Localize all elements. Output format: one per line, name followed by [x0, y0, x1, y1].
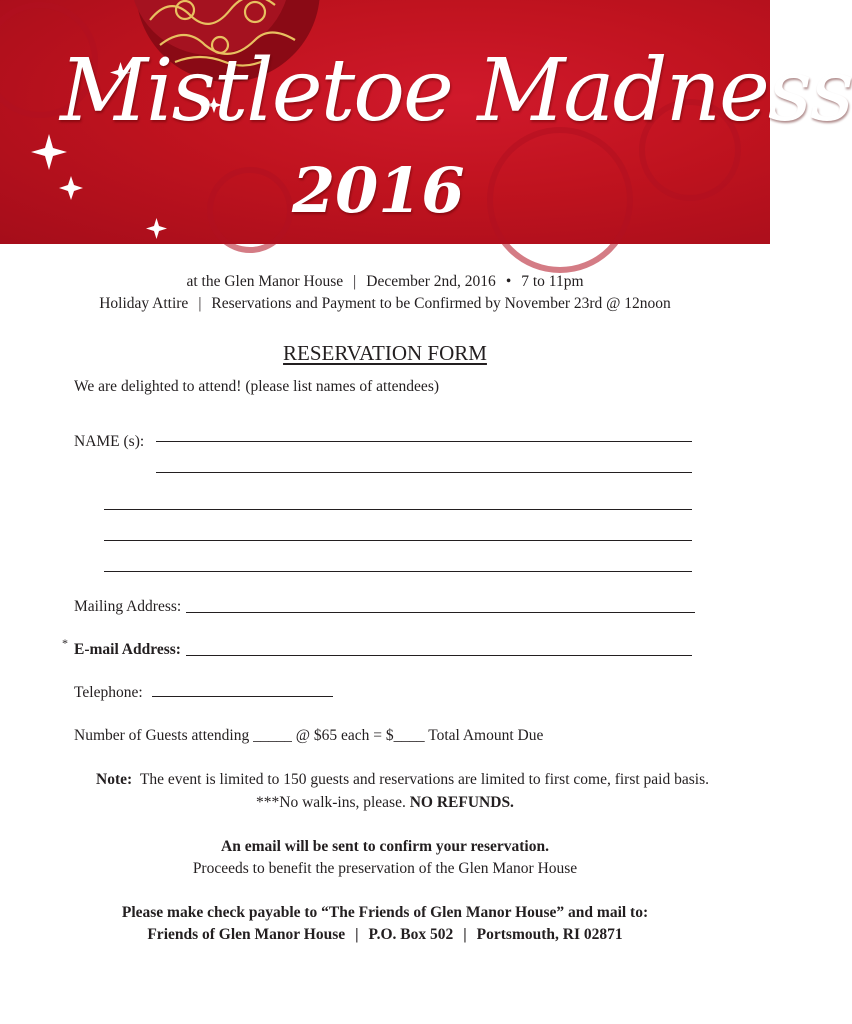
- email-field[interactable]: [186, 655, 692, 656]
- telephone-field[interactable]: [152, 696, 333, 697]
- reservation-deadline-text: Reservations and Payment to be Confirmed by November 23rd @ 12noon: [211, 295, 671, 312]
- name-field-3[interactable]: [104, 509, 692, 510]
- no-refunds-text: NO REFUNDS.: [409, 794, 514, 811]
- name-field-4[interactable]: [104, 540, 692, 541]
- attire-line: [0, 295, 770, 313]
- mailing-address-label: Mailing Address:: [74, 598, 182, 615]
- name-label: NAME (s):: [74, 433, 145, 450]
- note-text: The event is limited to 150 guests and reservations are limited to first come, first paid basis.: [139, 771, 709, 788]
- divider: |: [355, 926, 359, 943]
- time-text: 7 to 11pm: [521, 273, 584, 290]
- date-text: December 2nd, 2016: [366, 273, 496, 290]
- required-asterisk: *: [62, 636, 68, 650]
- divider: |: [353, 273, 357, 290]
- walkins-text: ***No walk-ins, please.: [256, 794, 406, 811]
- email-label: E-mail Address:: [74, 641, 181, 658]
- event-year: 2016: [292, 154, 465, 227]
- walkins-line: [0, 794, 770, 812]
- name-field-5[interactable]: [104, 571, 692, 572]
- event-details-line: [0, 273, 770, 291]
- divider: |: [463, 926, 467, 943]
- divider: |: [198, 295, 202, 312]
- name-field-2[interactable]: [156, 472, 692, 473]
- name-field-1[interactable]: [156, 441, 692, 442]
- email-confirm-text: An email will be sent to confirm your reservation.: [221, 838, 549, 855]
- guests-amount-line: Number of Guests attending _____ @ $65 each = $____ Total Amount Due: [74, 727, 544, 744]
- mailing-address-line: [0, 926, 770, 944]
- event-title: Mistletoe Madness: [60, 41, 852, 141]
- bullet: •: [505, 273, 512, 290]
- mail-city: Portsmouth, RI 02871: [476, 926, 623, 943]
- proceeds-text: Proceeds to benefit the preservation of the Glen Manor House: [192, 860, 578, 877]
- mailing-address-field[interactable]: [186, 612, 695, 613]
- mail-org: Friends of Glen Manor House: [147, 926, 346, 943]
- attire-text: Holiday Attire: [99, 295, 189, 312]
- note-label: Note:: [96, 771, 133, 788]
- check-payable-text: Please make check payable to “The Friends of Glen Manor House” and mail to:: [121, 904, 649, 921]
- venue-text: at the Glen Manor House: [186, 273, 344, 290]
- mail-box: P.O. Box 502: [368, 926, 454, 943]
- telephone-label: Telephone:: [74, 684, 143, 701]
- form-intro: We are delighted to attend! (please list names of attendees): [74, 378, 440, 395]
- header-banner: [0, 0, 852, 244]
- note-line: [96, 771, 709, 789]
- form-heading: RESERVATION FORM: [283, 341, 487, 365]
